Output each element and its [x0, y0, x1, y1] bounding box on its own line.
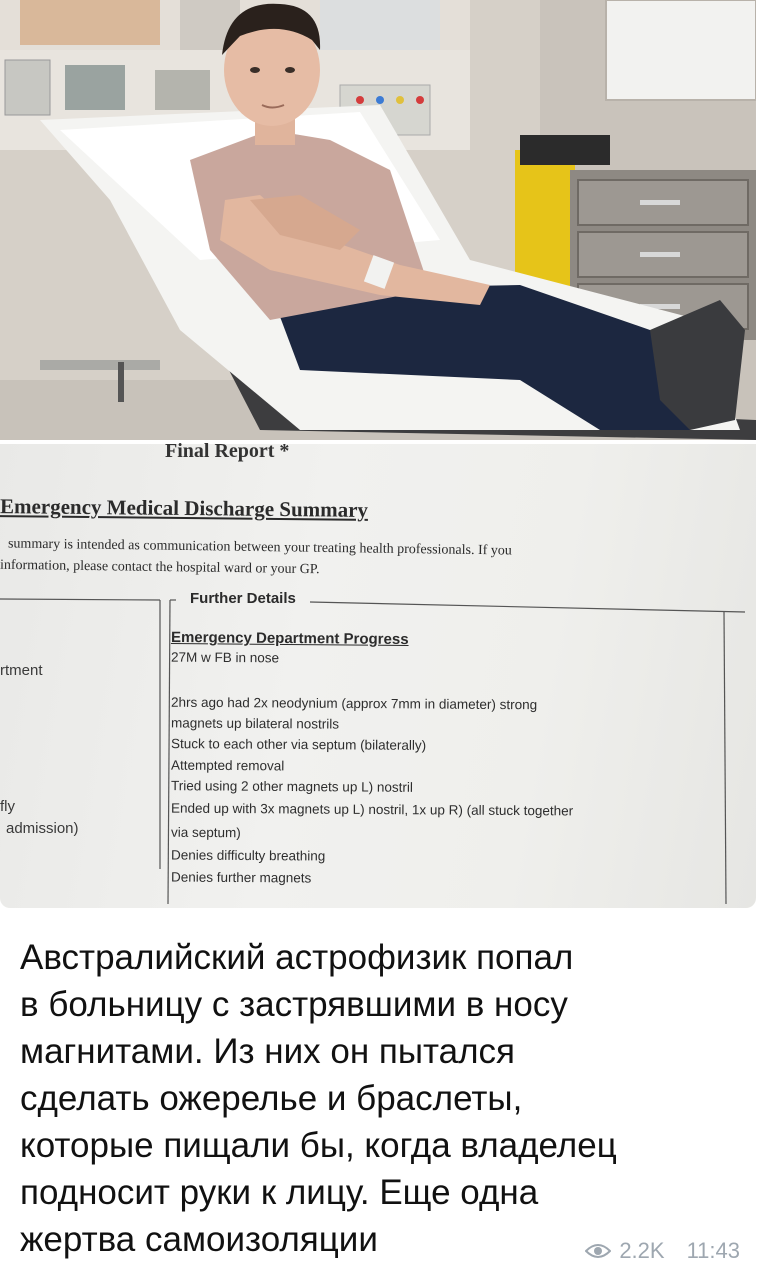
caption-line: подносит руки к лицу. Еще одна: [20, 1173, 539, 1212]
eye-icon: [585, 1242, 611, 1260]
document-intro-line-2: information, please contact the hospital ward or your GP.: [0, 557, 320, 578]
progress-line: 27M w FB in nose: [170, 649, 280, 666]
caption-line: Австралийский астрофизик попал: [20, 938, 574, 977]
further-details-label: Further Details: [190, 590, 296, 607]
left-label-fly: fly: [0, 798, 15, 815]
caption-line: сделать ожерелье и браслеты,: [20, 1079, 523, 1118]
progress-line: magnets up bilateral nostrils: [170, 715, 340, 732]
post-caption: [20, 934, 740, 1263]
progress-line: Attempted removal: [170, 757, 285, 774]
progress-line: via septum): [170, 824, 241, 841]
post-meta: [585, 1238, 740, 1264]
caption-line: которые пищали бы, когда владелец: [20, 1126, 617, 1165]
report-header-fragment: Final Report *: [165, 440, 290, 462]
caption-line: магнитами. Из них он пытался: [20, 1032, 515, 1071]
post-photo[interactable]: [0, 0, 756, 440]
document-heading: Emergency Medical Discharge Summary: [0, 494, 369, 522]
progress-line: Stuck to each other via septum (bilaterally): [170, 736, 427, 753]
photo-hospital-patient: [0, 0, 756, 440]
progress-line: Tried using 2 other magnets up L) nostril: [170, 778, 413, 795]
left-label-department: rtment: [0, 662, 43, 679]
document-intro-line-1: summary is intended as communication between your treating health professionals. If you: [7, 536, 512, 559]
caption-line: жертва самоизоляции: [20, 1220, 378, 1259]
progress-line: Ended up with 3x magnets up L) nostril, 1x up R) (all stuck together: [170, 800, 574, 819]
ed-progress-title: Emergency Department Progress: [170, 628, 409, 649]
caption-line: в больницу с застрявшими в носу: [20, 985, 568, 1024]
view-count: 2.2K: [619, 1238, 665, 1263]
post-time: 11:43: [686, 1238, 740, 1263]
progress-line: Denies further magnets: [170, 869, 312, 886]
progress-line: 2hrs ago had 2x neodynium (approx 7mm in diameter) strong: [170, 694, 538, 713]
progress-line: Denies difficulty breathing: [170, 847, 326, 864]
left-label-admission: admission): [6, 820, 79, 837]
